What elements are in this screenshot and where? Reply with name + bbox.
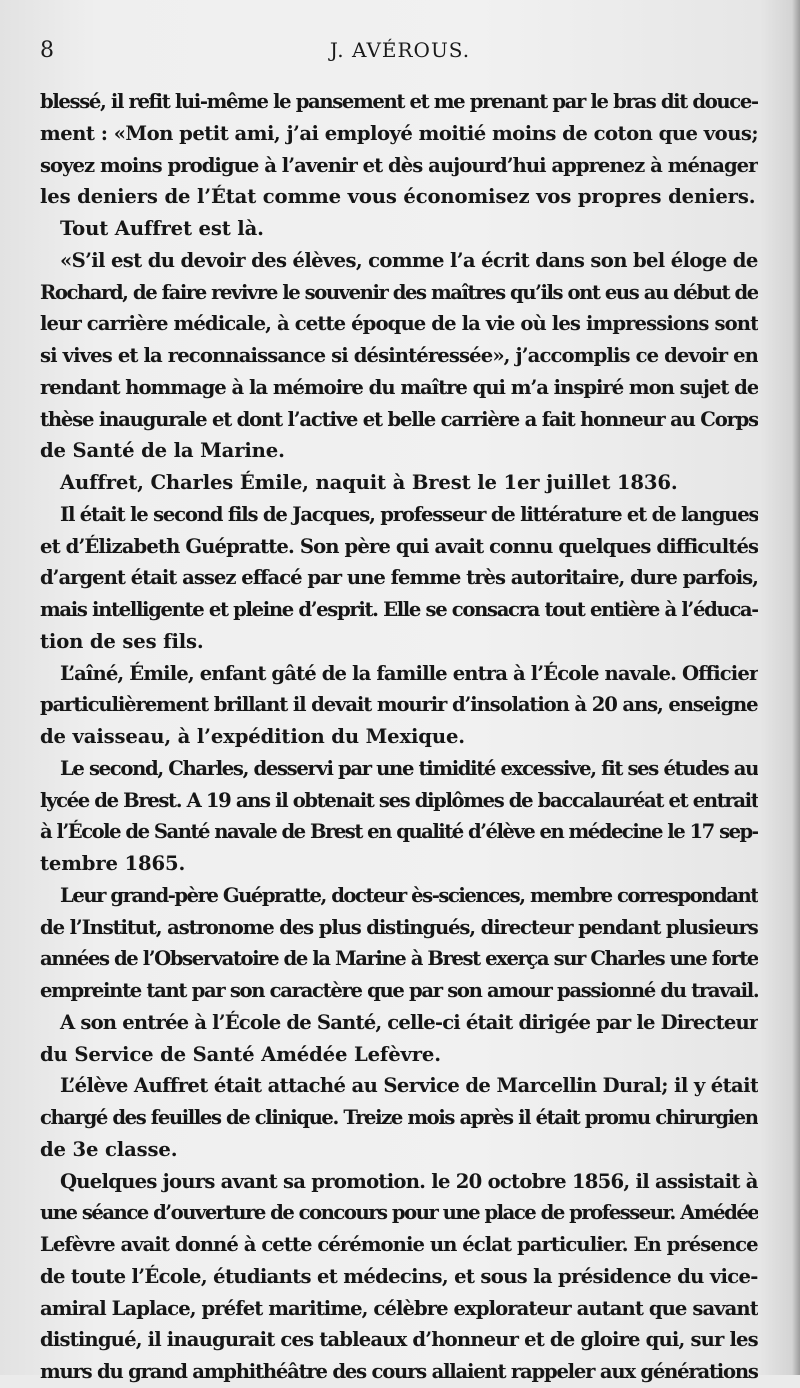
text-line: de l’Institut, astronome des plus distingués, directeur pendant plusieurs [40, 915, 758, 939]
text-line: lycée de Brest. A 19 ans il obtenait ses diplômes de baccalauréat et entrait [40, 788, 758, 812]
text-line: Le second, Charles, desservi par une timidité excessive, fit ses études au [60, 756, 758, 780]
text-line: Quelques jours avant sa promotion. le 20 octobre 1856, il assistait à [60, 1169, 758, 1193]
text-line: années de l’Observatoire de la Marine à Brest exerça sur Charles une forte [40, 947, 758, 971]
text-line: si vives et la reconnaissance si désintéressée», j’accomplis ce devoir en [40, 344, 758, 367]
text-line: rendant hommage à la mémoire du maître qui m’a inspiré mon sujet de [40, 375, 758, 399]
text-line: particulièrement brillant il devait mourir d’insolation à 20 ans, enseigne [40, 693, 758, 717]
body-text [40, 86, 758, 1388]
text-line: A son entrée à l’École de Santé, celle-ci était dirigée par le Directeur [60, 1010, 758, 1034]
text-line: Rochard, de faire revivre le souvenir des maîtres qu’ils ont eus au début de [40, 280, 758, 304]
text-line: tion de ses fils. [40, 629, 204, 653]
text-line: thèse inaugurale et dont l’active et belle carrière a fait honneur au Corps [40, 407, 758, 431]
page-header [40, 36, 760, 66]
text-line: de 3e classe. [40, 1137, 178, 1161]
page-number: 8 [40, 38, 54, 63]
text-line: une séance d’ouverture de concours pour une place de professeur. Amédée [40, 1201, 758, 1225]
text-line: Tout Auffret est là. [60, 217, 264, 240]
page-edge-shadow [792, 0, 800, 1375]
text-line: à l’École de Santé navale de Brest en qualité d’élève en médecine le 17 sep- [40, 820, 758, 844]
text-line: Lefèvre avait donné à cette cérémonie un éclat particulier. En présence [40, 1233, 758, 1256]
text-line: et d’Élizabeth Guépratte. Son père qui avait connu quelques difficultés [40, 534, 758, 558]
text-line: de Santé de la Marine. [40, 439, 285, 463]
text-line: L’aîné, Émile, enfant gâté de la famille entra à l’École navale. Officier [60, 661, 758, 685]
text-line: de toute l’École, étudiants et médecins, et sous la présidence du vice- [40, 1264, 758, 1288]
text-line: «S’il est du devoir des élèves, comme l’a écrit dans son bel éloge de [60, 248, 758, 272]
text-line: tembre 1865. [40, 852, 186, 875]
text-line: blessé, il refit lui-même le pansement et me prenant par le bras dit douce- [40, 90, 758, 113]
text-line: du Service de Santé Amédée Lefèvre. [40, 1042, 441, 1066]
text-line: ment : «Mon petit ami, j’ai employé moitié moins de coton que vous; [40, 121, 758, 145]
text-line: de vaisseau, à l’expédition du Mexique. [40, 725, 465, 748]
text-line: amiral Laplace, préfet maritime, célèbre explorateur autant que savant [40, 1296, 758, 1320]
text-line: Auffret, Charles Émile, naquit à Brest le 1er juillet 1836. [60, 471, 678, 494]
text-line: murs du grand amphithéâtre des cours allaient rappeler aux générations [40, 1360, 758, 1383]
text-line: soyez moins prodigue à l’avenir et dès aujourd’hui apprenez à ménager [40, 153, 758, 177]
text-line: mais intelligente et pleine d’esprit. Elle se consacra tout entière à l’éduca- [40, 598, 758, 621]
text-line: chargé des feuilles de clinique. Treize mois après il était promu chirurgien [40, 1106, 758, 1129]
text-line: Il était le second fils de Jacques, professeur de littérature et de langues [60, 502, 758, 526]
running-head: J. AVÉROUS. [329, 38, 471, 62]
text-line: Leur grand-père Guépratte, docteur ès-sciences, membre correspondant [60, 883, 758, 907]
text-line: L’élève Auffret était attaché au Service de Marcellin Dural; il y était [60, 1074, 758, 1098]
text-line: d’argent était assez effacé par une femme très autoritaire, dure parfois, [40, 566, 758, 590]
text-line: distingué, il inaugurait ces tableaux d’honneur et de gloire qui, sur les [40, 1328, 758, 1352]
text-line: les deniers de l’État comme vous économisez vos propres deniers. [40, 185, 756, 209]
text-line: leur carrière médicale, à cette époque de la vie où les impressions sont [40, 312, 758, 336]
text-line: empreinte tant par son caractère que par son amour passionné du travail. [40, 979, 758, 1002]
